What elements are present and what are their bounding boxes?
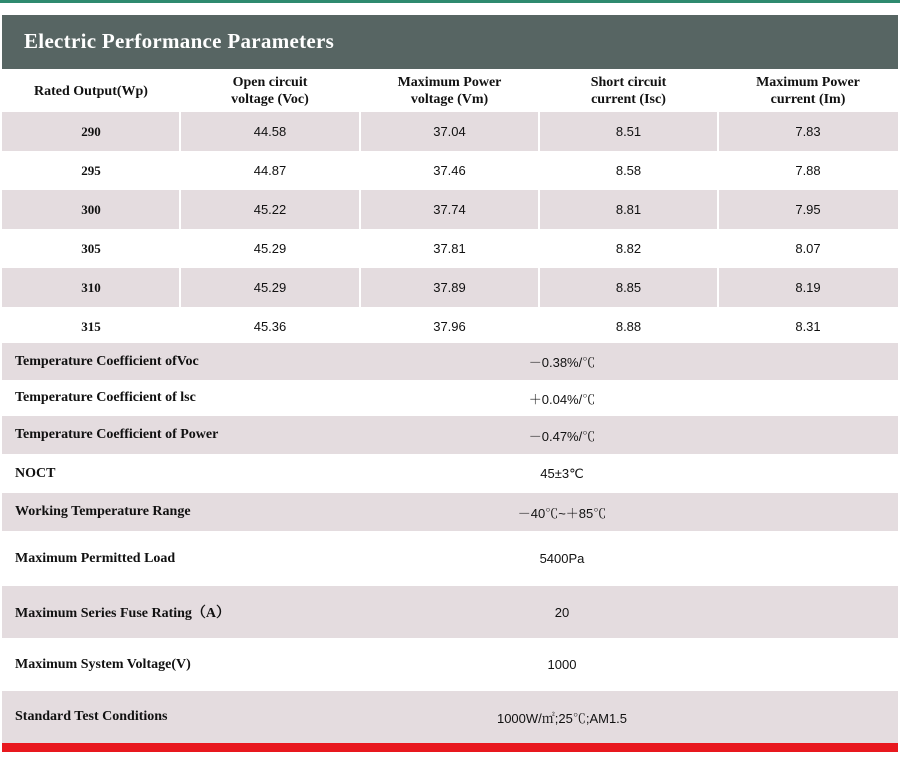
footer-accent-bar — [2, 743, 898, 752]
table-cell: 45.29 — [253, 241, 287, 256]
table-cell: 8.19 — [795, 280, 821, 295]
parameter-value: －0.38%/℃ — [528, 355, 596, 370]
table-cell: 37.46 — [433, 163, 466, 178]
table-row — [2, 190, 898, 229]
column-separator — [717, 268, 719, 307]
table-cell: 45.22 — [253, 202, 287, 217]
parameter-label: Working Temperature Range — [15, 504, 191, 519]
column-separator — [717, 112, 719, 151]
column-header-line: current (Isc) — [591, 92, 666, 107]
column-header-line: Open circuit — [232, 75, 308, 90]
column-header-line: Rated Output(Wp) — [34, 83, 148, 99]
column-header — [2, 70, 180, 112]
parameter-value: 1000 — [547, 657, 577, 672]
table-cell: 7.88 — [795, 163, 821, 178]
top-accent-line — [0, 0, 900, 3]
table-row — [2, 112, 898, 151]
section-title: Electric Performance Parameters — [24, 29, 335, 53]
column-header — [718, 70, 898, 112]
parameter-row — [2, 343, 898, 380]
parameter-row — [2, 638, 898, 691]
column-separator — [359, 268, 361, 307]
parameter-row — [2, 454, 898, 493]
rated-output-cell: 305 — [81, 240, 101, 256]
column-separator — [359, 112, 361, 151]
section-header — [2, 15, 898, 69]
column-header — [360, 70, 539, 112]
column-separator — [538, 112, 540, 151]
table-cell: 7.95 — [795, 202, 821, 217]
parameter-value: －40℃~＋85℃ — [517, 505, 607, 521]
table-cell: 8.85 — [615, 280, 642, 295]
column-separator — [359, 190, 361, 229]
table-cell: 45.36 — [253, 319, 287, 334]
parameter-label: Maximum Series Fuse Rating（A） — [15, 606, 231, 621]
rated-output-cell: 295 — [81, 162, 101, 178]
parameter-row — [2, 380, 898, 416]
column-separator — [179, 268, 181, 307]
column-header-line: Maximum Power — [756, 75, 860, 90]
table-cell: 37.89 — [433, 280, 466, 295]
rated-output-cell: 310 — [81, 279, 101, 295]
column-header-line: current (Im) — [770, 92, 846, 107]
parameter-row — [2, 691, 898, 743]
table-cell: 37.74 — [433, 202, 466, 217]
table-cell: 37.04 — [433, 124, 466, 139]
parameter-row — [2, 493, 898, 531]
column-header-text — [231, 74, 309, 108]
column-header-line: voltage (Vm) — [410, 92, 489, 107]
table-row — [2, 307, 898, 346]
table-cell: 44.87 — [253, 163, 287, 178]
column-header-text — [591, 74, 667, 108]
table-cell: 45.29 — [253, 280, 287, 295]
table-cell: 44.58 — [253, 124, 287, 139]
rated-output-cell: 290 — [81, 123, 101, 139]
column-header — [180, 70, 360, 112]
parameter-value: 20 — [554, 604, 570, 620]
table-cell: 8.88 — [615, 319, 642, 334]
table-cell: 8.82 — [615, 241, 642, 256]
parameter-row — [2, 531, 898, 586]
column-separator — [179, 190, 181, 229]
rated-output-cell: 315 — [81, 318, 101, 334]
column-separator — [179, 112, 181, 151]
table-cell: 8.51 — [615, 124, 642, 139]
column-header-text — [756, 74, 860, 108]
column-separator — [538, 268, 540, 307]
table-row — [2, 151, 898, 190]
table-cell: 8.81 — [615, 202, 642, 217]
table-row — [2, 229, 898, 268]
parameter-value: 45±3℃ — [540, 465, 584, 481]
parameter-value: ＋0.04%/℃ — [528, 391, 596, 407]
table-cell: 37.96 — [433, 319, 466, 334]
column-header-line: Maximum Power — [397, 75, 502, 90]
parameter-row — [2, 416, 898, 454]
table-cell: 7.83 — [795, 124, 821, 139]
parameter-label: Maximum System Voltage(V) — [15, 656, 191, 672]
table-cell: 8.31 — [795, 319, 821, 334]
parameter-label: Temperature Coefficient of Power — [15, 427, 219, 442]
parameter-value: 1000W/㎡;25℃;AM1.5 — [496, 710, 628, 726]
column-header-line: Short circuit — [590, 75, 667, 90]
column-header-text — [34, 83, 148, 100]
parameter-row — [2, 586, 898, 638]
parameter-label: Maximum Permitted Load — [15, 550, 176, 566]
column-header-line: voltage (Voc) — [231, 92, 309, 107]
parameter-label: Standard Test Conditions — [15, 709, 168, 724]
rated-output-cell: 300 — [81, 201, 101, 217]
table-cell: 8.58 — [615, 163, 642, 178]
parameter-label: Temperature Coefficient of lsc — [15, 390, 196, 405]
column-header-text — [398, 74, 502, 108]
column-separator — [717, 190, 719, 229]
column-separator — [538, 190, 540, 229]
table-row — [2, 268, 898, 307]
table-cell: 37.81 — [433, 241, 466, 256]
parameter-value: －0.47%/℃ — [528, 428, 596, 444]
parameter-label: Temperature Coefficient ofVoc — [15, 353, 199, 369]
column-header — [539, 70, 718, 112]
parameter-label: NOCT — [15, 465, 56, 481]
parameter-value: 5400Pa — [539, 551, 585, 566]
table-cell: 8.07 — [795, 241, 821, 256]
